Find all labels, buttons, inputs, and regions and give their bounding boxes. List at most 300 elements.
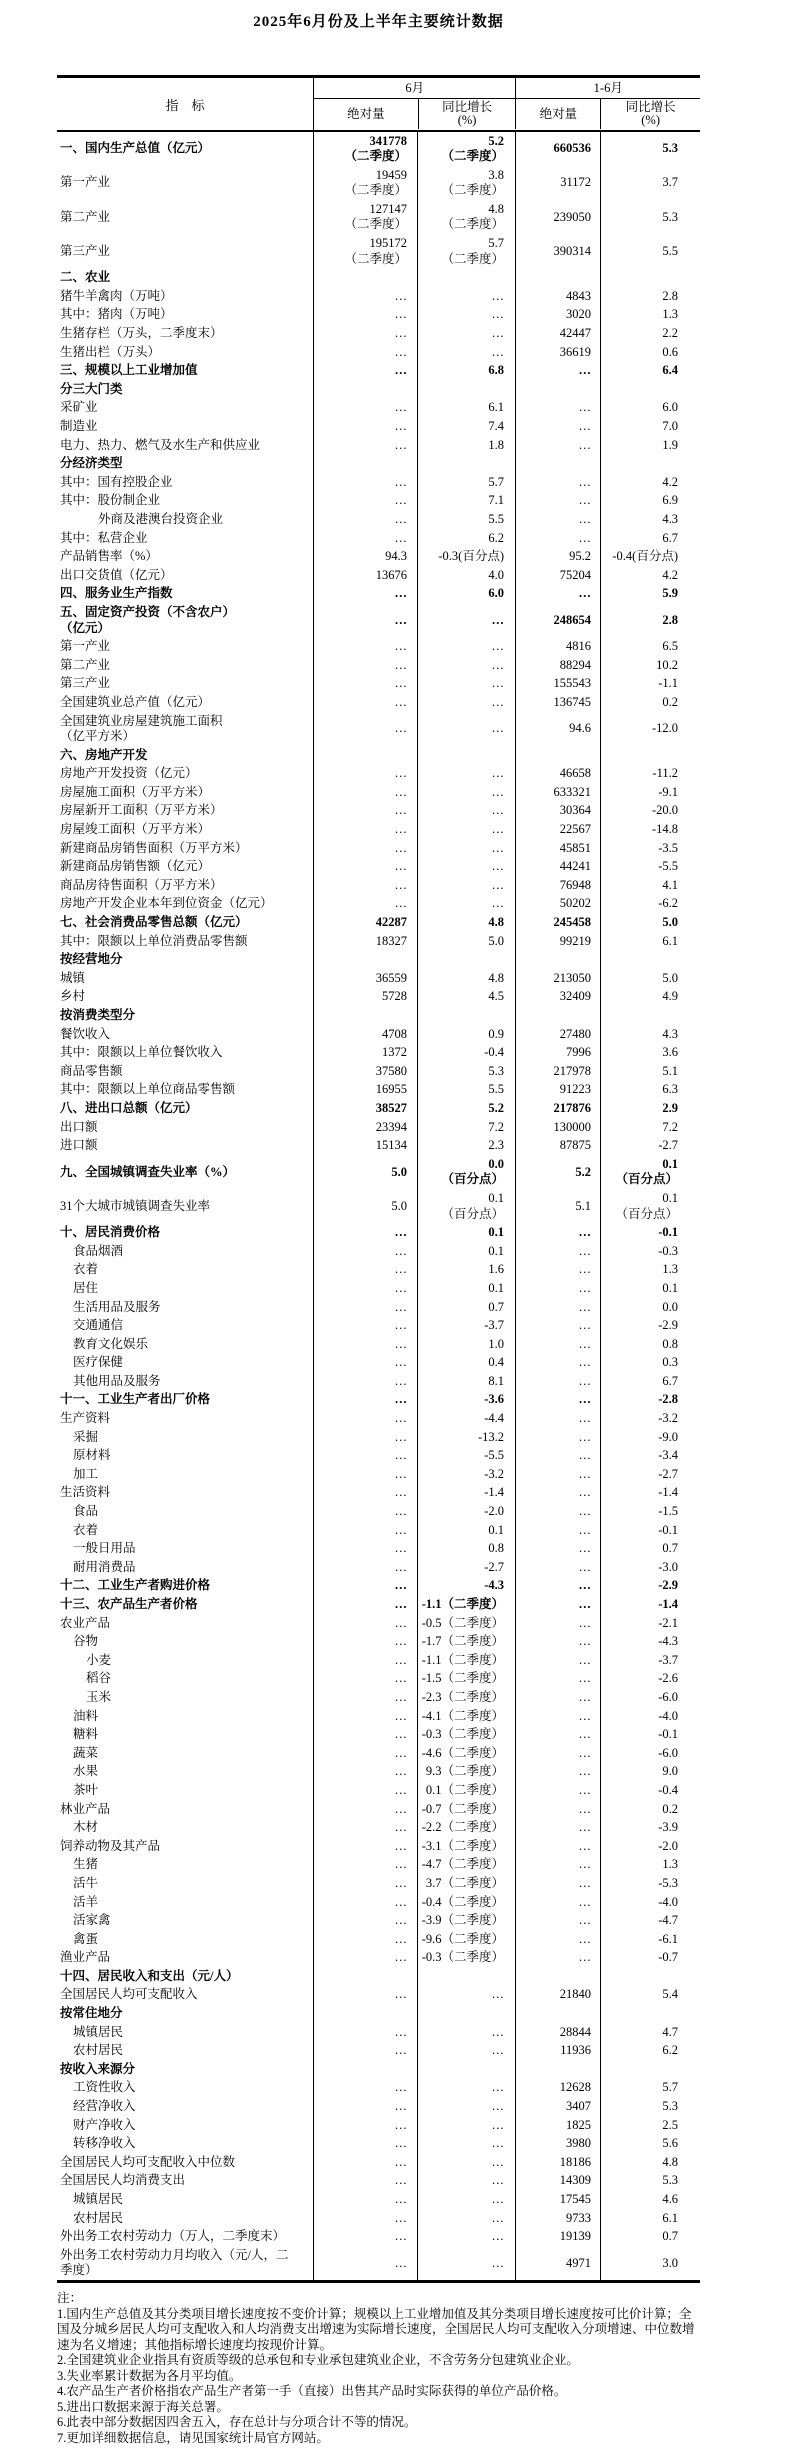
cell-june-yoy: 4.8 （二季度）: [417, 200, 515, 234]
table-row: [57, 1410, 700, 1429]
cell-indicator: 糖料: [73, 1727, 99, 1742]
cell-half-yoy: 6.7: [600, 1372, 700, 1391]
cell-june-abs: …: [313, 1670, 417, 1689]
cell-indicator: 全国建筑业总产值（亿元）: [60, 694, 211, 709]
cell-june-abs: …: [313, 638, 417, 657]
cell-half-yoy: 2.8: [600, 603, 700, 637]
cell-half-yoy: 0.1 （百分点）: [600, 1155, 700, 1189]
cell-june-yoy: …: [417, 858, 515, 877]
cell-half-abs: …: [515, 1335, 600, 1354]
cell-half-abs: …: [515, 1856, 600, 1875]
cell-june-abs: …: [313, 1763, 417, 1782]
cell-june-abs: …: [313, 2209, 417, 2228]
cell-half-abs: …: [515, 1819, 600, 1838]
cell-half-yoy: [600, 380, 700, 399]
cell-half-yoy: -4.7: [600, 1912, 700, 1931]
cell-indicator: 玉米: [86, 1689, 112, 1704]
cell-indicator: 十一、工业生产者出厂价格: [60, 1392, 211, 1407]
cell-june-yoy: 0.1: [417, 1279, 515, 1298]
note-line: 2.全国建筑业企业指具有资质等级的总承包和专业承包建筑业企业，不含劳务分包建筑业企业。: [57, 2353, 579, 2368]
cell-half-yoy: [600, 455, 700, 474]
cell-half-abs: 633321: [515, 783, 600, 802]
cell-june-abs: …: [313, 2098, 417, 2117]
cell-indicator: 七、社会消费品零售总额（亿元）: [60, 915, 248, 930]
table-row: [57, 473, 700, 492]
cell-half-yoy: -9.1: [600, 783, 700, 802]
cell-june-abs: …: [313, 1651, 417, 1670]
cell-june-yoy: 5.7: [417, 473, 515, 492]
cell-june-yoy: 6.0: [417, 585, 515, 604]
cell-june-yoy: -0.4（二季度）: [417, 1893, 515, 1912]
cell-june-abs: …: [313, 2135, 417, 2154]
cell-indicator: 农业产品: [60, 1615, 111, 1630]
stats-table: [57, 75, 700, 2283]
cell-indicator: 房屋施工面积（万平方米）: [60, 784, 211, 799]
cell-june-abs: …: [313, 2246, 417, 2280]
table-row: [57, 895, 700, 914]
cell-june-yoy: 3.7（二季度）: [417, 1874, 515, 1893]
cell-half-abs: …: [515, 1428, 600, 1447]
cell-half-yoy: -12.0: [600, 712, 700, 746]
cell-june-yoy: 1.6: [417, 1261, 515, 1280]
cell-half-yoy: [600, 2060, 700, 2079]
cell-june-yoy: 9.3（二季度）: [417, 1763, 515, 1782]
table-row: [57, 1025, 700, 1044]
table-row: [57, 1800, 700, 1819]
cell-indicator: 出口额: [60, 1119, 98, 1134]
cell-half-abs: 11936: [515, 2042, 600, 2061]
table-row: [57, 585, 700, 604]
cell-half-abs: [515, 746, 600, 765]
cell-june-yoy: -5.5: [417, 1447, 515, 1466]
cell-half-yoy: 4.2: [600, 566, 700, 585]
cell-indicator: 八、进出口总额（亿元）: [60, 1100, 198, 1115]
cell-indicator: 其中：限额以上单位餐饮收入: [60, 1045, 223, 1060]
cell-june-abs: …: [313, 1298, 417, 1317]
table-row: [57, 675, 700, 694]
cell-half-yoy: 4.3: [600, 1025, 700, 1044]
header-june-yoy: 同比增长 (%): [418, 99, 516, 129]
cell-half-yoy: 1.3: [600, 306, 700, 325]
cell-half-abs: 660536: [515, 132, 600, 166]
cell-half-yoy: -0.7: [600, 1949, 700, 1968]
cell-half-abs: …: [515, 1614, 600, 1633]
cell-june-yoy: …: [417, 2153, 515, 2172]
cell-half-yoy: -4.0: [600, 1893, 700, 1912]
note-line: 7.更加详细数据信息，请见国家统计局官方网站。: [57, 2430, 329, 2445]
cell-half-yoy: 0.7: [600, 1540, 700, 1559]
table-row: [57, 1242, 700, 1261]
cell-half-abs: …: [515, 1410, 600, 1429]
table-row: [57, 2005, 700, 2024]
cell-half-yoy: 5.5: [600, 235, 700, 269]
note-line: 4.农产品生产者价格指农产品生产者第一手（直接）出售其产品时实际获得的单位产品价格。: [57, 2384, 567, 2399]
cell-june-abs: …: [313, 585, 417, 604]
header-june-abs: 绝对量: [347, 106, 385, 121]
table-row: [57, 1521, 700, 1540]
cell-june-abs: 341778 （二季度）: [313, 132, 417, 166]
cell-june-yoy: 0.1: [417, 1224, 515, 1243]
cell-indicator: 按消费类型分: [60, 1008, 136, 1022]
cell-half-abs: 217978: [515, 1062, 600, 1081]
table-row: [57, 2246, 700, 2280]
table-row: [57, 1224, 700, 1243]
table-row: [57, 510, 700, 529]
cell-june-yoy: -4.7（二季度）: [417, 1856, 515, 1875]
cell-june-abs: [313, 455, 417, 474]
cell-june-yoy: …: [417, 821, 515, 840]
cell-june-yoy: [417, 1967, 515, 1986]
cell-half-yoy: 7.2: [600, 1118, 700, 1137]
cell-indicator: 三、规模以上工业增加值: [60, 363, 198, 378]
cell-june-yoy: [417, 2005, 515, 2024]
cell-june-abs: …: [313, 1912, 417, 1931]
cell-half-abs: 75204: [515, 566, 600, 585]
table-row: [57, 492, 700, 511]
cell-indicator: 全国居民人均可支配收入: [60, 1987, 198, 2002]
cell-indicator: 九、全国城镇调查失业率（%）: [60, 1164, 236, 1179]
cell-june-abs: …: [313, 1688, 417, 1707]
cell-indicator: 油料: [73, 1708, 99, 1723]
table-row: [57, 2060, 700, 2079]
cell-indicator: 农村居民: [73, 2043, 124, 2058]
cell-half-yoy: [600, 2005, 700, 2024]
cell-indicator: 其中：国有控股企业: [60, 474, 173, 489]
cell-indicator: 商品房待售面积（万平方米）: [60, 877, 223, 892]
table-row: [57, 362, 700, 381]
cell-june-abs: …: [313, 2172, 417, 2191]
table-row: [57, 1633, 700, 1652]
cell-june-yoy: -1.1（二季度）: [417, 1651, 515, 1670]
table-row: [57, 1137, 700, 1156]
table-row: [57, 269, 700, 288]
cell-june-abs: …: [313, 839, 417, 858]
cell-half-abs: …: [515, 1372, 600, 1391]
cell-june-abs: …: [313, 765, 417, 784]
cell-indicator: 制造业: [60, 419, 98, 433]
cell-indicator: 生活用品及服务: [73, 1299, 161, 1314]
cell-june-yoy: …: [417, 712, 515, 746]
cell-half-yoy: -4.0: [600, 1707, 700, 1726]
cell-half-abs: [515, 951, 600, 970]
cell-half-abs: …: [515, 1391, 600, 1410]
cell-half-yoy: -5.5: [600, 858, 700, 877]
cell-half-yoy: -5.3: [600, 1874, 700, 1893]
cell-half-yoy: [600, 269, 700, 288]
cell-indicator: 商品零售额: [60, 1063, 123, 1078]
cell-indicator: 其中：猪肉（万吨）: [60, 307, 173, 322]
cell-june-yoy: 2.3: [417, 1137, 515, 1156]
cell-half-abs: 12628: [515, 2079, 600, 2098]
cell-june-abs: [313, 951, 417, 970]
cell-half-abs: 3407: [515, 2098, 600, 2117]
cell-half-abs: …: [515, 1317, 600, 1336]
cell-indicator: 第一产业: [60, 639, 111, 654]
cell-half-yoy: 5.0: [600, 914, 700, 933]
cell-half-yoy: -0.3: [600, 1242, 700, 1261]
cell-half-yoy: 4.8: [600, 2153, 700, 2172]
cell-june-abs: …: [313, 1800, 417, 1819]
cell-indicator: 食品烟酒: [73, 1243, 124, 1258]
cell-half-yoy: 6.1: [600, 932, 700, 951]
cell-june-yoy: …: [417, 839, 515, 858]
cell-half-yoy: -20.0: [600, 802, 700, 821]
cell-june-yoy: …: [417, 802, 515, 821]
cell-june-yoy: -2.0: [417, 1503, 515, 1522]
cell-june-abs: 42287: [313, 914, 417, 933]
cell-june-yoy: 5.2: [417, 1099, 515, 1118]
cell-half-yoy: -6.0: [600, 1744, 700, 1763]
cell-june-yoy: -3.6: [417, 1391, 515, 1410]
cell-june-abs: …: [313, 1391, 417, 1410]
cell-indicator: 居住: [73, 1280, 99, 1295]
cell-june-abs: …: [313, 1893, 417, 1912]
cell-indicator: 谷物: [73, 1634, 99, 1649]
cell-half-yoy: 5.3: [600, 132, 700, 166]
cell-june-yoy: -2.2（二季度）: [417, 1819, 515, 1838]
cell-half-abs: …: [515, 1893, 600, 1912]
cell-half-abs: …: [515, 1874, 600, 1893]
cell-june-abs: …: [313, 492, 417, 511]
page-title: 2025年6月份及上半年主要统计数据: [253, 14, 504, 30]
cell-half-yoy: -2.7: [600, 1137, 700, 1156]
cell-half-yoy: 2.5: [600, 2116, 700, 2135]
cell-june-yoy: …: [417, 2209, 515, 2228]
cell-half-yoy: -0.1: [600, 1726, 700, 1745]
cell-indicator: 生猪存栏（万头，二季度末）: [60, 326, 223, 341]
cell-half-yoy: 3.6: [600, 1044, 700, 1063]
cell-indicator: 衣着: [73, 1262, 99, 1277]
cell-half-yoy: -0.1: [600, 1224, 700, 1243]
cell-june-abs: …: [313, 1596, 417, 1615]
cell-june-abs: [313, 1007, 417, 1026]
header-half-yoy: 同比增长 (%): [600, 99, 700, 129]
cell-june-yoy: -4.6（二季度）: [417, 1744, 515, 1763]
cell-half-yoy: 10.2: [600, 656, 700, 675]
cell-half-yoy: -6.2: [600, 895, 700, 914]
cell-june-yoy: -0.7（二季度）: [417, 1800, 515, 1819]
cell-half-abs: …: [515, 1763, 600, 1782]
table-row: [57, 1540, 700, 1559]
table-row: [57, 1335, 700, 1354]
cell-june-abs: …: [313, 1577, 417, 1596]
cell-half-abs: 76948: [515, 876, 600, 895]
table-row: [57, 1447, 700, 1466]
cell-june-yoy: …: [417, 638, 515, 657]
cell-indicator: 活羊: [73, 1894, 99, 1909]
cell-june-yoy: …: [417, 287, 515, 306]
cell-june-abs: …: [313, 1949, 417, 1968]
cell-june-yoy: -9.6（二季度）: [417, 1930, 515, 1949]
cell-june-abs: 1372: [313, 1044, 417, 1063]
cell-june-yoy: 0.4: [417, 1354, 515, 1373]
cell-june-yoy: …: [417, 2246, 515, 2280]
cell-indicator: 经营净收入: [73, 2099, 136, 2114]
cell-june-yoy: 4.8: [417, 914, 515, 933]
notes: [57, 2291, 700, 2446]
table-row: [57, 932, 700, 951]
cell-half-yoy: -6.1: [600, 1930, 700, 1949]
cell-indicator: 十三、农产品生产者价格: [60, 1597, 198, 1611]
cell-june-yoy: -1.5（二季度）: [417, 1670, 515, 1689]
cell-june-yoy: -4.4: [417, 1410, 515, 1429]
cell-indicator: 活牛: [73, 1875, 99, 1890]
cell-half-yoy: -3.2: [600, 1410, 700, 1429]
table-row: [57, 380, 700, 399]
cell-indicator: 林业产品: [60, 1801, 111, 1816]
header-period-row: [314, 78, 700, 99]
header-half-year: 1-6月: [515, 78, 700, 99]
table-row: [57, 1837, 700, 1856]
cell-june-yoy: [417, 269, 515, 288]
cell-half-abs: 239050: [515, 200, 600, 234]
cell-june-yoy: 5.5: [417, 1081, 515, 1100]
cell-june-abs: …: [313, 783, 417, 802]
cell-half-yoy: 5.3: [600, 2098, 700, 2117]
table-row: [57, 1189, 700, 1223]
table-row: [57, 529, 700, 548]
cell-half-abs: 217876: [515, 1099, 600, 1118]
cell-indicator: 新建商品房销售额（亿元）: [60, 859, 211, 874]
cell-june-yoy: 0.1: [417, 1242, 515, 1261]
cell-june-yoy: 7.4: [417, 418, 515, 437]
cell-half-abs: 21840: [515, 1986, 600, 2005]
cell-june-abs: …: [313, 895, 417, 914]
table-row: [57, 1596, 700, 1615]
cell-indicator: 出口交货值（亿元）: [60, 567, 173, 582]
cell-half-yoy: 1.3: [600, 1261, 700, 1280]
cell-half-abs: 17545: [515, 2191, 600, 2210]
cell-indicator: 小麦: [86, 1652, 112, 1667]
cell-indicator: 外出务工农村劳动力月均收入（元/人，二 季度）: [60, 2247, 289, 2278]
cell-june-abs: …: [313, 656, 417, 675]
cell-half-abs: …: [515, 1261, 600, 1280]
note-line: 1.国内生产总值及其分类项目增长速度按不变价计算；规模以上工业增加值及其分类项目增长速度按可比价计算；全国及分城乡居民人均可支配收入和人均消费支出增速为实际增长速度，全国居民人均可支配收入分项增速、中位数增速为名义增速；其他指标增长速度均按现价计算。: [57, 2306, 695, 2352]
cell-june-yoy: 5.0: [417, 932, 515, 951]
table-row: [57, 1781, 700, 1800]
cell-half-abs: …: [515, 1781, 600, 1800]
cell-june-yoy: 5.7 （二季度）: [417, 235, 515, 269]
cell-half-yoy: 5.9: [600, 585, 700, 604]
cell-june-abs: 18327: [313, 932, 417, 951]
cell-june-abs: 127147 （二季度）: [313, 200, 417, 234]
cell-june-yoy: 7.2: [417, 1118, 515, 1137]
table-row: [57, 399, 700, 418]
cell-june-abs: 5.0: [313, 1155, 417, 1189]
cell-indicator: 分经济类型: [60, 456, 123, 471]
cell-half-abs: 4816: [515, 638, 600, 657]
cell-june-yoy: …: [417, 783, 515, 802]
cell-indicator: 按经营地分: [60, 952, 123, 967]
table-row: [57, 1118, 700, 1137]
cell-half-yoy: 4.1: [600, 876, 700, 895]
table-row: [57, 1651, 700, 1670]
cell-indicator: 城镇居民: [73, 2024, 124, 2039]
cell-indicator: 乡村: [60, 989, 86, 1004]
cell-half-abs: 42447: [515, 325, 600, 344]
cell-half-abs: 3020: [515, 306, 600, 325]
cell-june-yoy: -0.3（二季度）: [417, 1949, 515, 1968]
cell-half-yoy: -14.8: [600, 821, 700, 840]
cell-june-yoy: …: [417, 876, 515, 895]
cell-half-yoy: 0.6: [600, 343, 700, 362]
cell-half-yoy: [600, 1007, 700, 1026]
table-row: [57, 2098, 700, 2117]
cell-june-abs: …: [313, 712, 417, 746]
cell-indicator: 生猪: [73, 1857, 99, 1872]
cell-half-abs: …: [515, 1726, 600, 1745]
cell-half-yoy: 6.1: [600, 2209, 700, 2228]
table-header: [57, 78, 700, 132]
table-row: [57, 1986, 700, 2005]
table-row: [57, 1856, 700, 1875]
cell-june-abs: …: [313, 2153, 417, 2172]
cell-indicator: 其中：股份制企业: [60, 493, 161, 508]
table-row: [57, 839, 700, 858]
cell-half-yoy: 4.3: [600, 510, 700, 529]
cell-june-abs: 15134: [313, 1137, 417, 1156]
cell-half-abs: …: [515, 1670, 600, 1689]
table-row: [57, 325, 700, 344]
table-row: [57, 1317, 700, 1336]
cell-june-yoy: …: [417, 2135, 515, 2154]
cell-june-yoy: -3.9（二季度）: [417, 1912, 515, 1931]
cell-june-abs: …: [313, 675, 417, 694]
cell-indicator: 按常住地分: [60, 2006, 123, 2021]
cell-june-yoy: -3.1（二季度）: [417, 1837, 515, 1856]
cell-half-abs: …: [515, 1484, 600, 1503]
cell-half-abs: [515, 455, 600, 474]
cell-half-yoy: -3.5: [600, 839, 700, 858]
cell-june-yoy: [417, 951, 515, 970]
cell-june-abs: …: [313, 1428, 417, 1447]
table-row: [57, 2172, 700, 2191]
table-row: [57, 1707, 700, 1726]
cell-indicator: 第二产业: [60, 209, 111, 224]
cell-indicator: 禽蛋: [73, 1931, 99, 1946]
table-row: [57, 1819, 700, 1838]
cell-june-abs: 19459 （二季度）: [313, 166, 417, 200]
cell-june-abs: …: [313, 802, 417, 821]
cell-half-abs: …: [515, 362, 600, 381]
cell-half-abs: …: [515, 436, 600, 455]
cell-indicator: 教育文化娱乐: [73, 1336, 149, 1351]
cell-half-abs: 95.2: [515, 548, 600, 567]
cell-june-abs: …: [313, 1372, 417, 1391]
cell-half-abs: 213050: [515, 969, 600, 988]
cell-half-abs: 3980: [515, 2135, 600, 2154]
table-row: [57, 455, 700, 474]
cell-june-yoy: 6.1: [417, 399, 515, 418]
cell-june-abs: …: [313, 1614, 417, 1633]
cell-half-abs: …: [515, 1279, 600, 1298]
cell-june-abs: 36559: [313, 969, 417, 988]
cell-half-abs: [515, 1967, 600, 1986]
cell-june-yoy: 4.8: [417, 969, 515, 988]
table-row: [57, 1763, 700, 1782]
cell-june-yoy: …: [417, 2116, 515, 2135]
cell-half-yoy: 0.7: [600, 2228, 700, 2247]
cell-indicator: 水果: [73, 1764, 99, 1779]
cell-june-yoy: 4.0: [417, 566, 515, 585]
table-row: [57, 1007, 700, 1026]
cell-half-yoy: 7.0: [600, 418, 700, 437]
cell-indicator: 分三大门类: [60, 381, 123, 396]
cell-half-abs: …: [515, 1912, 600, 1931]
cell-indicator: 新建商品房销售面积（万平方米）: [60, 840, 248, 855]
table-row: [57, 235, 700, 269]
cell-june-yoy: 0.1 （百分点）: [417, 1189, 515, 1223]
